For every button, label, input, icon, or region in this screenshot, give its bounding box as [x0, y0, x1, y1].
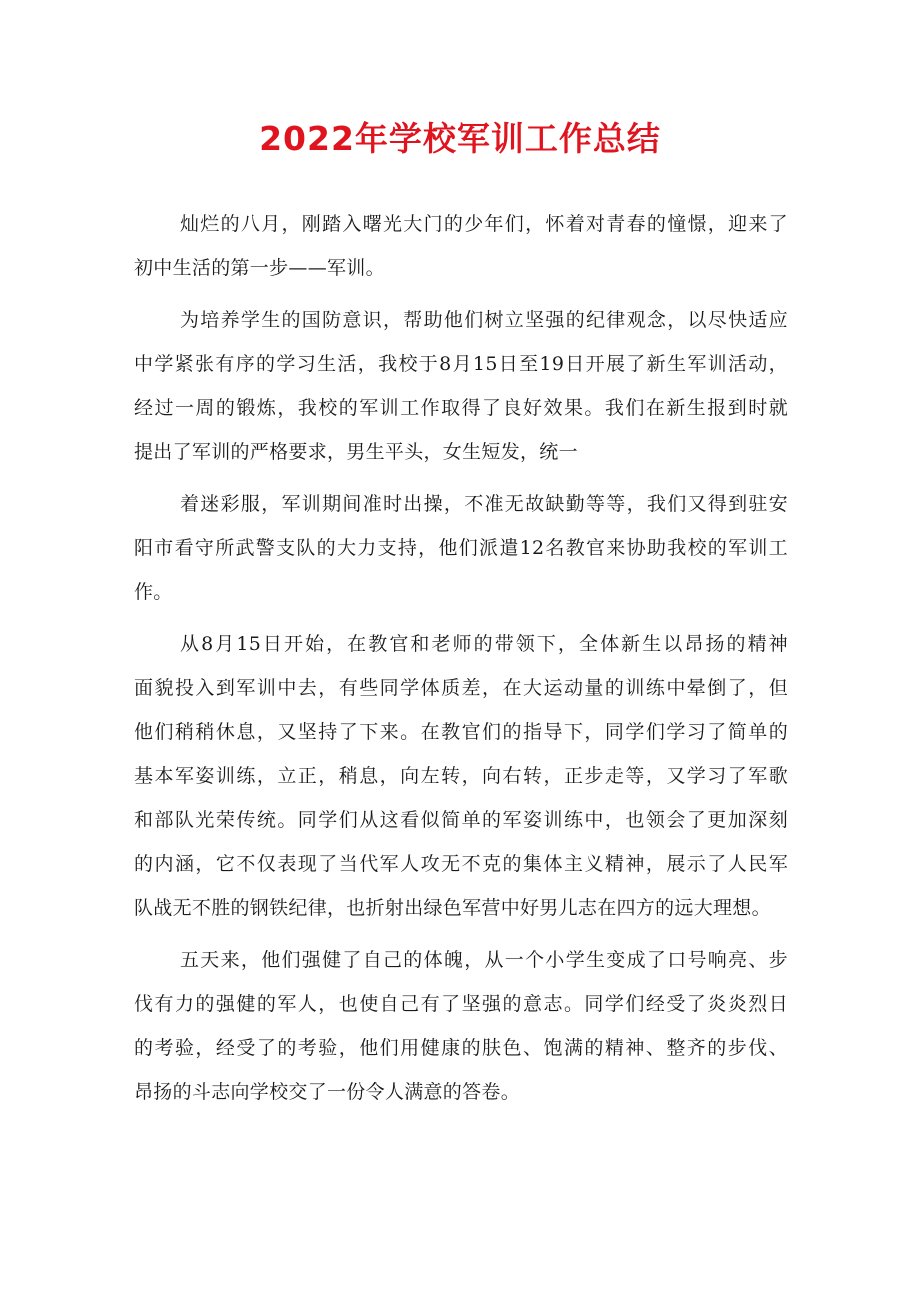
text-line: 他们稍稍休息，又坚持了下来。在教官们的指导下，同学们学习了简单的	[134, 721, 788, 743]
text-line: 灿烂的八月，刚踏入曙光大门的少年们，怀着对青春的憧憬，迎来了	[180, 213, 788, 235]
text-line: 初中生活的第一步——军训。	[134, 257, 385, 279]
text-line: 昂扬的斗志向学校交了一份令人满意的答卷。	[134, 1081, 521, 1103]
document-title: 2022年学校军训工作总结	[259, 119, 661, 158]
text-line: 伐有力的强健的军人，也使自己有了坚强的意志。同学们经受了炎炎烈日	[134, 993, 788, 1015]
text-line: 阳市看守所武警支队的大力支持，他们派遣12名教官来协助我校的军训工	[134, 537, 788, 559]
text-line: 提出了军训的严格要求，男生平头，女生短发，统一	[134, 441, 578, 463]
text-line: 着迷彩服，军训期间准时出操，不准无故缺勤等等，我们又得到驻安	[180, 493, 788, 515]
text-line: 为培养学生的国防意识，帮助他们树立坚强的纪律观念，以尽快适应	[180, 309, 788, 331]
text-line: 和部队光荣传统。同学们从这看似简单的军姿训练中，也领会了更加深刻	[134, 809, 788, 831]
text-line: 的内涵，它不仅表现了当代军人攻无不克的集体主义精神，展示了人民军	[134, 853, 788, 875]
text-line: 基本军姿训练，立正，稍息，向左转，向右转，正步走等，又学习了军歌	[134, 765, 788, 787]
paragraph-4	[134, 622, 788, 930]
paragraph-3	[134, 482, 788, 614]
text-line: 面貌投入到军训中去，有些同学体质差，在大运动量的训练中晕倒了，但	[134, 677, 788, 699]
text-line: 经过一周的锻炼，我校的军训工作取得了良好效果。我们在新生报到时就	[134, 397, 788, 419]
text-line: 从8月15日开始，在教官和老师的带领下，全体新生以昂扬的精神	[180, 633, 788, 655]
text-line: 中学紧张有序的学习生活，我校于8月15日至19日开展了新生军训活动，	[134, 353, 788, 375]
text-line: 的考验，经受了的考验，他们用健康的肤色、饱满的精神、整齐的步伐、	[134, 1037, 788, 1059]
paragraph-2	[134, 298, 788, 474]
text-line: 作。	[134, 581, 173, 603]
paragraph-5	[134, 938, 788, 1114]
document-body	[134, 202, 788, 1122]
text-line: 五天来，他们强健了自己的体魄，从一个小学生变成了口号响亮、步	[180, 949, 788, 971]
text-line: 队战无不胜的钢铁纪律，也折射出绿色军营中好男儿志在四方的远大理想。	[134, 897, 771, 919]
paragraph-1	[134, 202, 788, 290]
